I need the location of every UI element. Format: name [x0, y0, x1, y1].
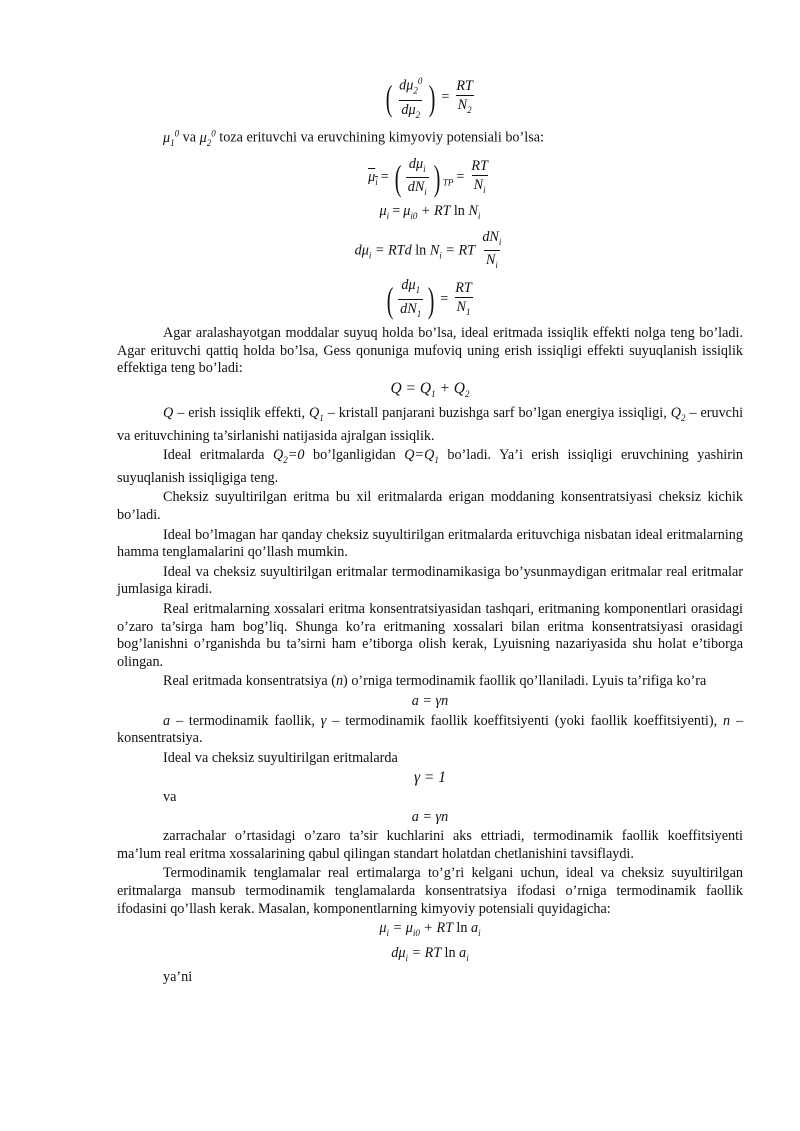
page-content	[117, 70, 743, 989]
paragraph-particles: zarrachalar o’rtasidagi o’zaro ta’sir kuchlarini aks ettriadi, termodinamik faollik koeffitsiyenti ma’lum real eritma xossalarining qabul qilingan standart holatdan chetlanishini tavsiflaydi.	[117, 828, 743, 862]
equation-2: $\mu_i$ = ( $\frac{d\mu_i}{dN_i}$ ) $_{TP}$ = $\frac{RT}{N_i}$	[117, 155, 743, 202]
equation-3: $\mu_i = \mu_{i0}$ + RT $\ln N_i$	[379, 203, 481, 222]
paragraph-lewis: Real eritmada konsentratsiya (n) o’rniga termodinamik faollik qo’llaniladi. Lyuis ta’rifiga ko’ra	[163, 673, 707, 690]
paragraph-ideal-dilute: Ideal va cheksiz suyultirilgan eritmalarda	[163, 749, 398, 766]
paragraph-va: va	[163, 788, 177, 805]
equation-1: ( $\frac{d\mu_2^0}{d\mu_2}$ ) = $\frac{RT}{N_2}$	[117, 72, 743, 123]
paragraph-activity: a – termodinamik faollik, γ – termodinamik faollik koeffitsiyenti (yoki faollik koeffitsiyenti), n – konsentratsiya.	[117, 712, 744, 747]
paragraph-real-properties: Real eritmalarning xossalari eritma konsentratsiyasidan tashqari, eritmaning komponentlari orasidagi o’zaro ta’sirga ham bog’liq. Shunga ko’ra eritmaning xossalari bilan eritma konsentratsiyasi orasidagi bog’lanishni o’rganishda bu ta’sirni ham e’tiborga olish kerak, Lyuisning nazariyasida shu holat e’tiborga olingan.	[117, 601, 743, 670]
equation-8: γ = 1	[413, 769, 447, 787]
paragraph-Q-definitions: Q – erish issiqlik effekti, $Q_1$ – kristall panjarani buzishga sarf bo’lgan energiya issiqligi, $Q_2$ – eruvchi va erituvchining ta’sirlanishi natijasida ajralgan issiqlik.	[117, 405, 744, 444]
paragraph-nonideal: Ideal bo’lmagan har qanday cheksiz suyultirilgan eritmalarda erituvchiga nisbatan ideal eritmalarning hamma tenglamalarini qo’llash mumkin.	[117, 526, 743, 561]
equation-7: a = γn	[411, 692, 449, 709]
paragraph-mu-intro: $\mu_1^0$ va $\mu_2^0$ toza erituvchi va eruvchining kimyoviy potensiali bo’lsa:	[163, 128, 544, 148]
equation-9: a = γn	[411, 808, 449, 825]
paragraph-ideal-heat: Ideal eritmalarda $Q_2=0$ bo’lganligidan $Q=Q_1$ bo’ladi. Ya’i erish issiqligi eruvchining yashirin suyuqlanish issiqligiga teng.	[117, 447, 743, 486]
equation-6: $Q = Q_1 + Q_2$	[390, 379, 470, 399]
paragraph-real-definition: Ideal va cheksiz suyultirilgan eritmalar termodinamikasiga bo’ysunmaydigan eritmalar real eritmalar jumlasiga kiradi.	[117, 563, 743, 598]
paragraph-dilute: Cheksiz suyultirilgan eritma bu xil eritmalarda erigan moddaning konsentratsiyasi cheksiz kichik bo’ladi.	[117, 489, 743, 524]
paragraph-heat-1: Agar aralashayotgan moddalar suyuq holda bo’lsa, ideal eritmada issiqlik effekti nolga teng bo’ladi. Agar erituvchi qattiq holda bo’lsa, Gess qonuniga mufoviq uning erish issiqligi effekti suyuqlanish issiqlik effektiga teng bo’ladi:	[117, 324, 743, 377]
equation-11: $d\mu_i$ = RT $\ln a_i$	[391, 944, 469, 963]
paragraph-thermo: Termodinamik tenglamalar real ertimalarga to’g’ri kelgani uchun, ideal va cheksiz suyultirilgan eritmalarga mansub termodinamik tenglamalarda konsentratsiya ifodasi o’rniga termodinamik faollik ifodasini qo’llash kerak. Masalan, komponentlarning kimyoviy potensiali quyidagicha:	[117, 865, 743, 917]
paragraph-yani: ya’ni	[163, 968, 193, 985]
equation-10: $\mu_i = \mu_{i0}$ + RT $\ln a_i$	[379, 920, 481, 938]
equation-4: $d\mu_i$ = RTd $\ln N_i$ = RT $\frac{dN_i}{N_i}$	[117, 228, 743, 275]
equation-5: ( $\frac{d\mu_1}{dN_1}$ ) = $\frac{RT}{N_1}$	[117, 276, 743, 323]
